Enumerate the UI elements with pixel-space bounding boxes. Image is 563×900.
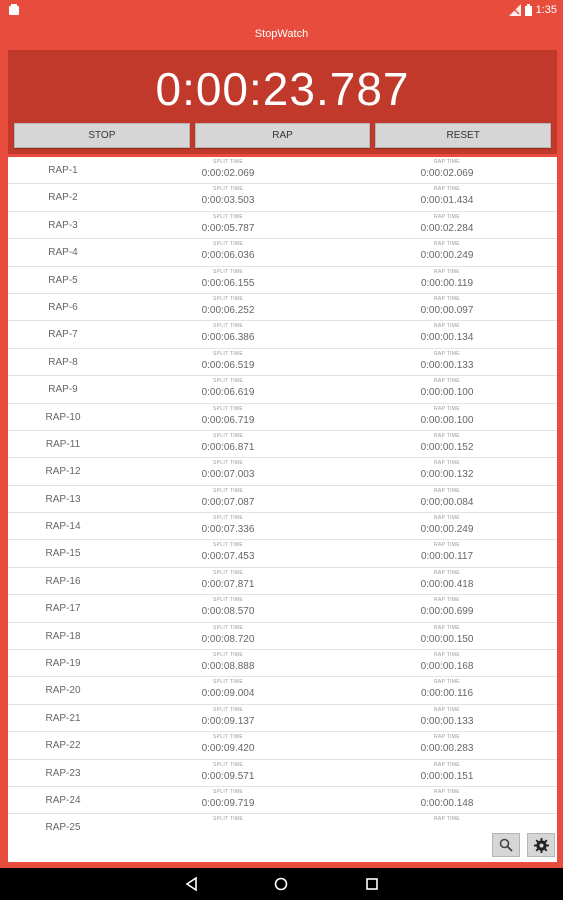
split-time-cell bbox=[168, 269, 288, 291]
rap-time-cell bbox=[387, 269, 507, 291]
rap-button[interactable]: RAP bbox=[195, 123, 371, 148]
back-triangle-icon bbox=[185, 877, 199, 891]
lap-name: RAP-22 bbox=[45, 740, 81, 752]
split-time-cell bbox=[168, 652, 288, 674]
split-time-caption: SPLIT TIME bbox=[212, 679, 244, 686]
rap-time-caption: RAP TIME bbox=[434, 788, 460, 795]
rap-time-cell bbox=[387, 159, 507, 181]
rap-time-caption: RAP TIME bbox=[434, 378, 460, 385]
split-time-caption: SPLIT TIME bbox=[212, 350, 244, 357]
stop-button[interactable]: STOP bbox=[14, 123, 190, 148]
split-time-value: 0:00:06.719 bbox=[201, 414, 255, 426]
lap-row bbox=[8, 349, 557, 376]
settings-button[interactable] bbox=[527, 833, 555, 857]
split-time-cell bbox=[168, 542, 288, 564]
split-time-cell bbox=[168, 625, 288, 647]
rap-time-caption: RAP TIME bbox=[434, 706, 460, 713]
lap-row bbox=[8, 513, 557, 540]
home-circle-icon bbox=[274, 877, 288, 891]
lap-row bbox=[8, 814, 557, 830]
split-time-caption: SPLIT TIME bbox=[212, 788, 244, 795]
rap-time-value: 0:00:00.119 bbox=[420, 277, 474, 289]
split-time-cell bbox=[168, 159, 288, 181]
rap-time-caption: RAP TIME bbox=[434, 569, 460, 576]
rap-time-caption: RAP TIME bbox=[434, 597, 460, 604]
split-time-caption: SPLIT TIME bbox=[212, 569, 244, 576]
lap-row bbox=[8, 595, 557, 622]
split-time-value: 0:00:09.571 bbox=[201, 770, 255, 782]
lap-name: RAP-15 bbox=[45, 548, 81, 560]
split-time-cell bbox=[168, 707, 288, 729]
split-time-value: 0:00:09.137 bbox=[201, 715, 255, 727]
split-time-cell bbox=[168, 488, 288, 510]
split-time-caption: SPLIT TIME bbox=[212, 542, 244, 549]
search-button[interactable] bbox=[492, 833, 520, 857]
split-time-caption: SPLIT TIME bbox=[212, 706, 244, 713]
split-time-caption: SPLIT TIME bbox=[212, 624, 244, 631]
rap-time-cell bbox=[387, 515, 507, 537]
split-time-caption: SPLIT TIME bbox=[212, 295, 244, 302]
split-time-value: 0:00:08.720 bbox=[201, 633, 255, 645]
lap-row bbox=[8, 376, 557, 403]
split-time-caption: SPLIT TIME bbox=[212, 323, 244, 330]
app-title: StopWatch bbox=[254, 28, 309, 40]
rap-time-value: 0:00:00.699 bbox=[420, 606, 474, 618]
split-time-cell bbox=[168, 406, 288, 428]
rap-time-cell bbox=[387, 762, 507, 784]
split-time-cell bbox=[168, 816, 288, 824]
rap-time-value: 0:00:00.148 bbox=[420, 797, 474, 809]
rap-time-caption: RAP TIME bbox=[434, 816, 460, 823]
split-time-cell bbox=[168, 679, 288, 701]
rap-time-value: 0:00:00.100 bbox=[420, 414, 474, 426]
split-time-value: 0:00:06.252 bbox=[201, 304, 255, 316]
rap-time-value: 0:00:00.150 bbox=[420, 633, 474, 645]
rap-time-caption: RAP TIME bbox=[434, 295, 460, 302]
navigation-bar bbox=[0, 868, 563, 900]
split-time-cell bbox=[168, 460, 288, 482]
lap-name: RAP-21 bbox=[45, 712, 81, 724]
bottom-toolbar bbox=[8, 830, 557, 862]
lap-name: RAP-25 bbox=[45, 822, 81, 830]
rap-time-caption: RAP TIME bbox=[434, 405, 460, 412]
split-time-value: 0:00:06.386 bbox=[201, 332, 255, 344]
lap-name: RAP-23 bbox=[45, 767, 81, 779]
split-time-value: 0:00:08.888 bbox=[201, 661, 255, 673]
lap-row bbox=[8, 623, 557, 650]
rap-time-caption: RAP TIME bbox=[434, 652, 460, 659]
lap-name: RAP-17 bbox=[45, 603, 81, 615]
rap-time-cell bbox=[387, 186, 507, 208]
split-time-cell bbox=[168, 323, 288, 345]
split-time-caption: SPLIT TIME bbox=[212, 460, 244, 467]
rap-time-cell bbox=[387, 433, 507, 455]
lap-row bbox=[8, 184, 557, 211]
lap-name: RAP-18 bbox=[45, 630, 81, 642]
rap-time-value: 0:00:00.117 bbox=[420, 551, 474, 563]
rap-time-value: 0:00:00.133 bbox=[420, 359, 474, 371]
rap-time-cell bbox=[387, 707, 507, 729]
split-time-value: 0:00:02.069 bbox=[201, 168, 255, 179]
split-time-cell bbox=[168, 570, 288, 592]
timer-panel bbox=[8, 50, 557, 154]
split-time-value: 0:00:07.336 bbox=[201, 524, 255, 536]
lap-row bbox=[8, 705, 557, 732]
split-time-caption: SPLIT TIME bbox=[212, 405, 244, 412]
split-time-caption: SPLIT TIME bbox=[212, 515, 244, 522]
rap-time-caption: RAP TIME bbox=[434, 323, 460, 330]
split-time-value: 0:00:09.420 bbox=[201, 743, 255, 755]
lap-name: RAP-6 bbox=[48, 301, 78, 313]
split-time-cell bbox=[168, 433, 288, 455]
split-time-caption: SPLIT TIME bbox=[212, 432, 244, 439]
rap-time-cell bbox=[387, 241, 507, 263]
split-time-caption: SPLIT TIME bbox=[212, 597, 244, 604]
rap-time-caption: RAP TIME bbox=[434, 159, 460, 165]
split-time-caption: SPLIT TIME bbox=[212, 213, 244, 220]
split-time-caption: SPLIT TIME bbox=[212, 487, 244, 494]
rap-time-caption: RAP TIME bbox=[434, 432, 460, 439]
lap-name: RAP-2 bbox=[48, 192, 78, 204]
rap-time-caption: RAP TIME bbox=[434, 624, 460, 631]
split-time-cell bbox=[168, 351, 288, 373]
lap-name: RAP-7 bbox=[48, 329, 78, 341]
split-time-caption: SPLIT TIME bbox=[212, 241, 244, 248]
split-time-cell bbox=[168, 734, 288, 756]
lap-row bbox=[8, 321, 557, 348]
rap-time-caption: RAP TIME bbox=[434, 542, 460, 549]
split-time-value: 0:00:03.503 bbox=[201, 195, 255, 207]
lap-row bbox=[8, 212, 557, 239]
lap-row bbox=[8, 157, 557, 184]
split-time-cell bbox=[168, 762, 288, 784]
split-time-value: 0:00:07.453 bbox=[201, 551, 255, 563]
split-time-cell bbox=[168, 515, 288, 537]
split-time-value: 0:00:06.519 bbox=[201, 359, 255, 371]
split-time-caption: SPLIT TIME bbox=[212, 268, 244, 275]
home-button[interactable] bbox=[273, 876, 289, 892]
split-time-value: 0:00:09.004 bbox=[201, 688, 255, 700]
status-time: 1:35 bbox=[535, 4, 557, 16]
lap-name: RAP-20 bbox=[45, 685, 81, 697]
lap-row bbox=[8, 540, 557, 567]
split-time-caption: SPLIT TIME bbox=[212, 652, 244, 659]
timer-display: 0:00:23.787 bbox=[155, 63, 410, 115]
rap-time-cell bbox=[387, 679, 507, 701]
rap-time-value: 0:00:00.283 bbox=[420, 743, 474, 755]
notification-icon bbox=[8, 4, 20, 16]
rap-time-cell bbox=[387, 460, 507, 482]
battery-icon bbox=[525, 4, 532, 16]
split-time-cell bbox=[168, 241, 288, 263]
rap-time-cell bbox=[387, 816, 507, 824]
rap-time-value: 0:00:00.084 bbox=[420, 496, 474, 508]
rap-time-cell bbox=[387, 652, 507, 674]
rap-time-value: 0:00:02.069 bbox=[420, 168, 474, 179]
signal-off-icon bbox=[509, 4, 521, 16]
search-icon bbox=[499, 838, 513, 852]
rap-time-caption: RAP TIME bbox=[434, 268, 460, 275]
lap-row bbox=[8, 239, 557, 266]
lap-row bbox=[8, 458, 557, 485]
rap-time-caption: RAP TIME bbox=[434, 679, 460, 686]
rap-time-caption: RAP TIME bbox=[434, 487, 460, 494]
split-time-value: 0:00:06.036 bbox=[201, 250, 255, 262]
rap-time-caption: RAP TIME bbox=[434, 761, 460, 768]
lap-name: RAP-9 bbox=[48, 384, 78, 396]
rap-time-value: 0:00:00.100 bbox=[420, 387, 474, 399]
split-time-value: 0:00:06.871 bbox=[201, 441, 255, 453]
rap-time-value: 0:00:00.132 bbox=[420, 469, 474, 481]
split-time-caption: SPLIT TIME bbox=[212, 816, 244, 823]
lap-name: RAP-1 bbox=[48, 165, 78, 176]
lap-row bbox=[8, 267, 557, 294]
split-time-caption: SPLIT TIME bbox=[212, 378, 244, 385]
rap-time-cell bbox=[387, 542, 507, 564]
split-time-value: 0:00:07.003 bbox=[201, 469, 255, 481]
split-time-value: 0:00:09.719 bbox=[201, 797, 255, 809]
rap-time-caption: RAP TIME bbox=[434, 213, 460, 220]
rap-time-cell bbox=[387, 570, 507, 592]
rap-time-cell bbox=[387, 406, 507, 428]
rap-time-cell bbox=[387, 323, 507, 345]
rap-time-cell bbox=[387, 734, 507, 756]
split-time-cell bbox=[168, 296, 288, 318]
rap-time-value: 0:00:02.284 bbox=[420, 222, 474, 234]
rap-time-value: 0:00:00.168 bbox=[420, 661, 474, 673]
lap-name: RAP-8 bbox=[48, 356, 78, 368]
lap-name: RAP-4 bbox=[48, 247, 78, 259]
lap-row bbox=[8, 787, 557, 814]
split-time-caption: SPLIT TIME bbox=[212, 761, 244, 768]
rap-time-value: 0:00:01.434 bbox=[420, 195, 474, 207]
split-time-value: 0:00:07.871 bbox=[201, 578, 255, 590]
rap-time-value: 0:00:00.249 bbox=[420, 250, 474, 262]
rap-time-cell bbox=[387, 296, 507, 318]
lap-name: RAP-13 bbox=[45, 493, 81, 505]
split-time-value: 0:00:05.787 bbox=[201, 222, 255, 234]
lap-name: RAP-12 bbox=[45, 466, 81, 478]
rap-time-cell bbox=[387, 488, 507, 510]
lap-name: RAP-24 bbox=[45, 794, 81, 806]
reset-button[interactable]: RESET bbox=[375, 123, 551, 148]
rap-time-value: 0:00:00.152 bbox=[420, 441, 474, 453]
recents-button[interactable] bbox=[364, 876, 380, 892]
rap-time-value: 0:00:00.116 bbox=[420, 688, 474, 700]
rap-time-value: 0:00:00.249 bbox=[420, 524, 474, 536]
split-time-caption: SPLIT TIME bbox=[212, 734, 244, 741]
rap-time-caption: RAP TIME bbox=[434, 241, 460, 248]
rap-time-value: 0:00:00.097 bbox=[420, 304, 474, 316]
split-time-cell bbox=[168, 214, 288, 236]
rap-time-cell bbox=[387, 625, 507, 647]
rap-time-cell bbox=[387, 789, 507, 811]
lap-name: RAP-5 bbox=[48, 274, 78, 286]
gear-icon bbox=[534, 838, 549, 853]
lap-row bbox=[8, 486, 557, 513]
lap-row bbox=[8, 650, 557, 677]
rap-time-caption: RAP TIME bbox=[434, 186, 460, 193]
split-time-value: 0:00:06.155 bbox=[201, 277, 255, 289]
lap-name: RAP-10 bbox=[45, 411, 81, 423]
lap-name: RAP-14 bbox=[45, 521, 81, 533]
lap-row bbox=[8, 294, 557, 321]
rap-time-caption: RAP TIME bbox=[434, 350, 460, 357]
recents-square-icon bbox=[365, 877, 379, 891]
lap-name: RAP-3 bbox=[48, 219, 78, 231]
lap-row bbox=[8, 404, 557, 431]
rap-time-cell bbox=[387, 214, 507, 236]
lap-name: RAP-16 bbox=[45, 575, 81, 587]
split-time-value: 0:00:08.570 bbox=[201, 606, 255, 618]
rap-time-cell bbox=[387, 378, 507, 400]
lap-row bbox=[8, 760, 557, 787]
split-time-cell bbox=[168, 597, 288, 619]
lap-row bbox=[8, 677, 557, 704]
lap-list[interactable] bbox=[8, 157, 557, 830]
status-bar bbox=[0, 0, 563, 22]
lap-row bbox=[8, 732, 557, 759]
back-button[interactable] bbox=[184, 876, 200, 892]
split-time-caption: SPLIT TIME bbox=[212, 159, 244, 165]
split-time-cell bbox=[168, 378, 288, 400]
split-time-value: 0:00:07.087 bbox=[201, 496, 255, 508]
rap-time-caption: RAP TIME bbox=[434, 734, 460, 741]
split-time-cell bbox=[168, 186, 288, 208]
rap-time-cell bbox=[387, 351, 507, 373]
lap-name: RAP-11 bbox=[45, 438, 81, 450]
split-time-cell bbox=[168, 789, 288, 811]
rap-time-value: 0:00:00.133 bbox=[420, 715, 474, 727]
control-buttons bbox=[14, 123, 551, 148]
rap-time-value: 0:00:00.134 bbox=[420, 332, 474, 344]
split-time-caption: SPLIT TIME bbox=[212, 186, 244, 193]
split-time-value: 0:00:06.619 bbox=[201, 387, 255, 399]
rap-time-value: 0:00:00.151 bbox=[420, 770, 474, 782]
lap-name: RAP-19 bbox=[45, 658, 81, 670]
rap-time-caption: RAP TIME bbox=[434, 515, 460, 522]
rap-time-value: 0:00:00.418 bbox=[420, 578, 474, 590]
rap-time-cell bbox=[387, 597, 507, 619]
lap-row bbox=[8, 568, 557, 595]
lap-row bbox=[8, 431, 557, 458]
rap-time-caption: RAP TIME bbox=[434, 460, 460, 467]
